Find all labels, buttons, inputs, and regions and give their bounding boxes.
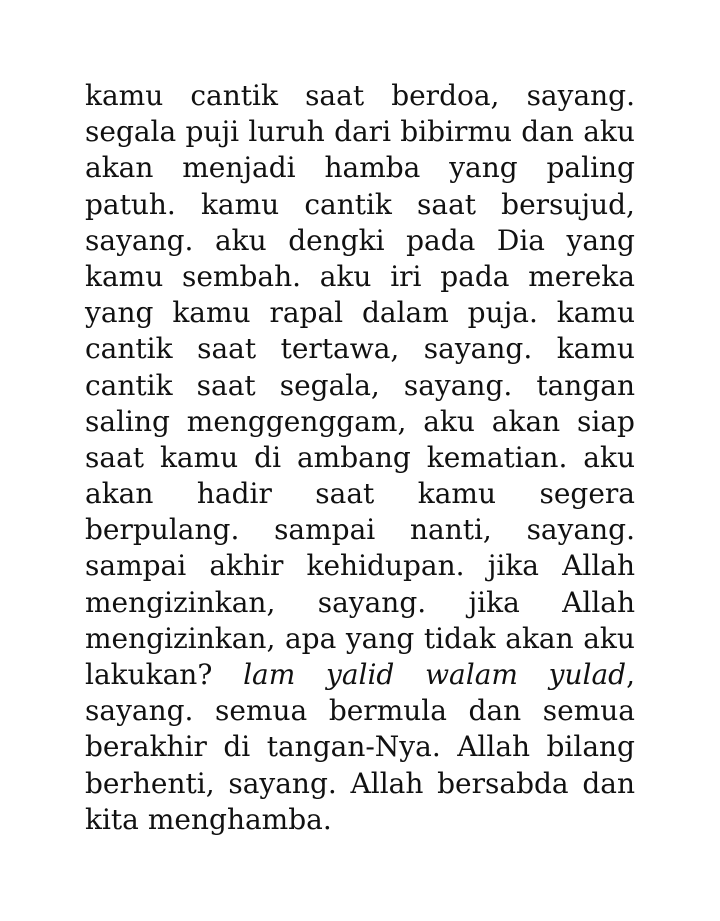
- word: [406, 223, 475, 259]
- word-text: saat: [196, 368, 256, 402]
- word: [305, 78, 364, 114]
- word-text: berhenti,: [85, 766, 215, 800]
- word: [172, 295, 250, 331]
- word: [182, 259, 301, 295]
- word: [215, 693, 307, 729]
- word: [417, 187, 476, 223]
- word: [248, 114, 324, 150]
- word: [185, 114, 239, 150]
- word: [505, 621, 573, 657]
- text-line: [85, 440, 635, 476]
- word-text: sayang.: [526, 79, 635, 112]
- word: [85, 766, 215, 802]
- word: [288, 223, 384, 259]
- word-text: sayang.: [317, 585, 427, 619]
- word-text: kamu: [200, 187, 280, 221]
- word: [562, 585, 635, 621]
- text-line: [85, 78, 635, 114]
- text-line: [85, 476, 635, 512]
- word: [469, 585, 520, 621]
- word-text: akan: [505, 621, 574, 655]
- word-text: dan: [521, 115, 574, 149]
- word: [497, 223, 545, 259]
- text-line: [85, 259, 635, 295]
- word-text: bilang: [546, 730, 635, 764]
- word-text: luruh: [248, 115, 325, 149]
- word-text: ambang: [296, 440, 411, 474]
- word-text: cantik: [85, 332, 173, 366]
- word: [557, 331, 635, 367]
- word: [329, 693, 447, 729]
- word: [577, 404, 635, 440]
- text-line: [85, 548, 635, 584]
- word-text: mereka: [528, 259, 635, 293]
- word-text: mengizinkan,: [85, 621, 276, 655]
- text-line: [85, 187, 635, 223]
- word: [201, 187, 279, 223]
- word: [85, 729, 207, 765]
- word: [85, 657, 212, 693]
- word: [527, 512, 635, 548]
- word-text: menggenggam,: [186, 404, 407, 438]
- word-text: di: [223, 730, 251, 764]
- word-text: aku: [423, 404, 475, 438]
- word: [391, 78, 499, 114]
- word: [223, 729, 250, 765]
- word-text: tertawa,: [280, 332, 400, 366]
- word-text: segera: [539, 477, 635, 511]
- word: [85, 187, 176, 223]
- word: [362, 295, 449, 331]
- word: [346, 621, 414, 657]
- word: [269, 295, 343, 331]
- word: [583, 114, 635, 150]
- word: [547, 729, 635, 765]
- word-text: menghamba.: [147, 802, 332, 836]
- word: [334, 114, 391, 150]
- text-line: [85, 657, 635, 693]
- word-text: bibirmu: [400, 115, 513, 149]
- word-text: kamu: [556, 296, 635, 330]
- word: [228, 766, 336, 802]
- word-text: menjadi: [182, 151, 296, 185]
- word: [423, 404, 475, 440]
- word-text: semua: [215, 694, 308, 728]
- word-text: saat: [85, 440, 145, 474]
- italic-word: [243, 657, 295, 693]
- word-text: kamu: [85, 259, 164, 293]
- word-text: lam: [243, 658, 296, 691]
- word-text: cantik: [304, 187, 392, 221]
- word-text: Dia: [496, 223, 545, 257]
- word-text: semua: [542, 694, 635, 728]
- word: [281, 331, 400, 367]
- word-text: sayang.: [228, 766, 337, 800]
- word-text: akhir: [209, 549, 284, 583]
- word-text: saling: [85, 404, 170, 438]
- word: [274, 512, 375, 548]
- word: [182, 150, 295, 186]
- text-line: [85, 621, 635, 657]
- word: [254, 440, 281, 476]
- word: [390, 259, 421, 295]
- word-text: sayang.: [526, 513, 635, 547]
- word-text: kamu: [159, 440, 239, 474]
- word-text: segala: [85, 115, 177, 149]
- word-text: hamba: [324, 151, 421, 185]
- word-text: saat: [305, 79, 365, 112]
- word-text: akan: [491, 404, 561, 438]
- word-text: saat: [315, 477, 375, 511]
- word-text: dan: [582, 766, 635, 800]
- word-text: sampai: [274, 513, 376, 547]
- italic-word: [326, 657, 394, 693]
- word-text: saat: [417, 187, 477, 221]
- word-text: kamu: [417, 477, 497, 511]
- text-line: [85, 512, 635, 548]
- word: [404, 368, 512, 404]
- word-text: kamu: [172, 296, 251, 330]
- text-line: [85, 223, 635, 259]
- word: [418, 476, 496, 512]
- word: [543, 693, 635, 729]
- word: [318, 585, 426, 621]
- italic-word: [425, 657, 518, 693]
- word-text: yulad: [548, 658, 627, 691]
- word: [85, 621, 275, 657]
- word-text: di: [254, 440, 282, 474]
- word-text: jika: [487, 549, 539, 583]
- word-text: kehidupan.: [306, 549, 465, 583]
- word: [85, 368, 173, 404]
- word: [427, 440, 568, 476]
- word: [424, 621, 496, 657]
- word-text: iri: [390, 259, 422, 293]
- word: [437, 766, 568, 802]
- word-text: tidak: [423, 621, 496, 655]
- poem-text-block: [85, 78, 635, 838]
- word: [160, 440, 238, 476]
- word-text: sayang.: [85, 694, 194, 728]
- word-text: sayang.: [403, 368, 513, 402]
- word-text: rapal: [269, 296, 344, 330]
- word: [85, 78, 163, 114]
- word-text: cantik: [85, 368, 173, 402]
- word: [285, 621, 336, 657]
- word-text: Allah: [457, 730, 531, 764]
- word: [410, 512, 492, 548]
- word-text: dari: [334, 115, 392, 149]
- word-text: pada: [440, 259, 510, 293]
- word: [297, 440, 411, 476]
- word: [85, 548, 186, 584]
- word-text: yang: [566, 223, 635, 257]
- word: [582, 766, 635, 802]
- word-text: sampai: [85, 549, 187, 583]
- word: [197, 368, 256, 404]
- word-text: lakukan?: [85, 658, 213, 691]
- word-text: mengizinkan,: [85, 585, 276, 619]
- word-text: kamu: [556, 332, 635, 366]
- word-text: jika: [468, 585, 520, 619]
- text-line: [85, 585, 635, 621]
- word-text: dengki: [288, 223, 385, 257]
- word: [527, 78, 635, 114]
- word-text: cantik: [190, 79, 278, 112]
- word: [85, 802, 139, 838]
- word: [583, 440, 635, 476]
- word-text: bersabda: [437, 766, 569, 800]
- text-line: [85, 729, 635, 765]
- word: [85, 331, 173, 367]
- word: [85, 259, 163, 295]
- word-text: berpulang.: [85, 513, 240, 547]
- word-text: nanti,: [409, 513, 492, 547]
- punctuation: ,: [626, 658, 635, 691]
- word-text: paling: [546, 151, 635, 185]
- word: [267, 729, 441, 765]
- word: [440, 259, 509, 295]
- italic-word: [549, 657, 635, 693]
- word-text: tangan: [536, 368, 635, 402]
- word: [85, 693, 193, 729]
- word: [197, 331, 256, 367]
- text-line: [85, 404, 635, 440]
- text-line: [85, 150, 635, 186]
- word: [85, 585, 275, 621]
- word-text: walam: [425, 658, 518, 691]
- text-line: [85, 802, 635, 838]
- word: [280, 368, 380, 404]
- text-line: [85, 766, 635, 802]
- word-text: dalam: [361, 296, 449, 330]
- word: [85, 223, 193, 259]
- word-text: yang: [449, 151, 518, 185]
- text-line: [85, 114, 635, 150]
- word: [488, 548, 539, 584]
- word: [457, 729, 530, 765]
- word-text: tangan-Nya.: [266, 730, 441, 764]
- word: [449, 150, 517, 186]
- word-text: akan: [85, 477, 154, 511]
- word-text: akan: [85, 151, 154, 185]
- word-text: Allah: [350, 766, 424, 800]
- word-text: apa: [284, 621, 337, 655]
- word-text: puji: [185, 115, 240, 149]
- word-text: aku: [319, 259, 372, 293]
- word-text: bermula: [328, 694, 447, 728]
- word-text: sembah.: [181, 259, 302, 293]
- word-text: aku: [583, 115, 635, 149]
- word: [501, 187, 635, 223]
- word: [190, 78, 278, 114]
- word: [187, 404, 407, 440]
- text-line: [85, 295, 635, 331]
- word-text: patuh.: [85, 187, 176, 221]
- word: [85, 440, 144, 476]
- word: [539, 476, 635, 512]
- word-text: aku: [214, 223, 267, 257]
- word: [521, 114, 574, 150]
- word-text: sayang.: [85, 223, 194, 257]
- word: [85, 150, 153, 186]
- text-line: [85, 331, 635, 367]
- word-text: yang: [85, 296, 154, 330]
- word: [85, 404, 170, 440]
- word-text: dan: [468, 694, 522, 728]
- word: [492, 404, 560, 440]
- word-text: hadir: [196, 477, 272, 511]
- word: [197, 476, 272, 512]
- word: [209, 548, 283, 584]
- word-text: kamu: [85, 79, 164, 112]
- word-text: puja.: [467, 296, 538, 330]
- word: [85, 295, 153, 331]
- word: [324, 150, 420, 186]
- word: [468, 295, 538, 331]
- word: [557, 295, 635, 331]
- word: [583, 621, 635, 657]
- word-text: siap: [577, 404, 635, 438]
- word: [400, 114, 512, 150]
- word: [85, 476, 153, 512]
- word-text: yang: [345, 621, 415, 655]
- word-text: segala,: [279, 368, 380, 402]
- word-text: aku: [583, 621, 635, 655]
- word: [351, 766, 424, 802]
- word-text: pada: [406, 223, 476, 257]
- word: [536, 368, 635, 404]
- word: [85, 512, 239, 548]
- word-text: berakhir: [85, 730, 207, 764]
- word: [567, 223, 635, 259]
- word: [547, 150, 635, 186]
- word: [85, 114, 176, 150]
- word: [307, 548, 465, 584]
- word-text: saat: [197, 332, 257, 366]
- word: [424, 331, 532, 367]
- word: [469, 693, 522, 729]
- word-text: berdoa,: [391, 79, 500, 112]
- word-text: yalid: [326, 658, 395, 691]
- word-text: Allah: [562, 549, 635, 583]
- text-line: [85, 693, 635, 729]
- word: [215, 223, 267, 259]
- word-text: bersujud,: [501, 187, 635, 221]
- word: [320, 259, 372, 295]
- word-text: kematian.: [426, 440, 568, 474]
- word-text: kita: [85, 802, 139, 836]
- word: [148, 802, 332, 838]
- word-text: aku: [583, 440, 635, 474]
- word: [528, 259, 635, 295]
- word: [562, 548, 635, 584]
- word-text: sayang.: [423, 332, 533, 366]
- word: [315, 476, 374, 512]
- word: [304, 187, 392, 223]
- text-line: [85, 368, 635, 404]
- word-text: Allah: [562, 585, 635, 619]
